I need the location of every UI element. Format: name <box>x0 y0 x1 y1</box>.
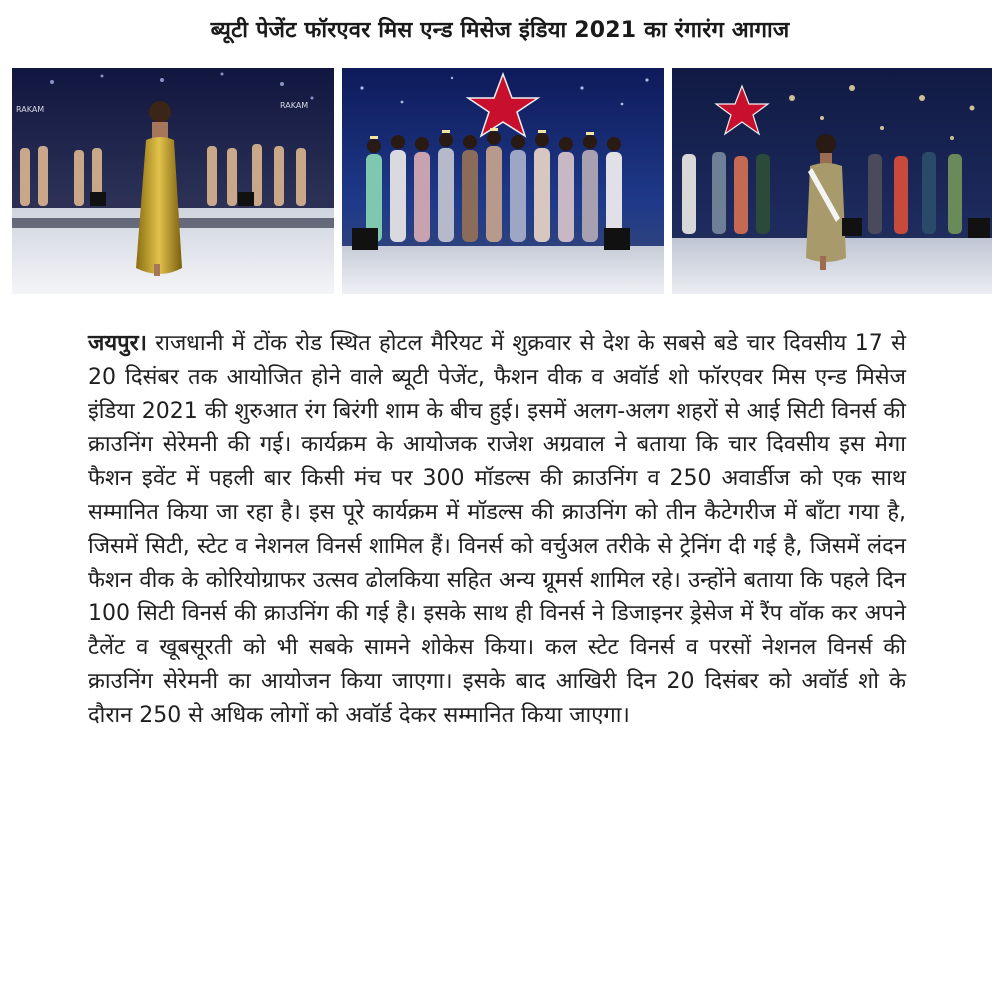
article-text: राजधानी में टोंक रोड स्थित होटल मैरियट में शुक्रवार से देश के सबसे बडे चार दिवसीय 17 से 20 दिसंबर तक आयोजित होने वाले ब्यूटी पेजेंट, फैशन वीक व अवॉर्ड शो फॉरएवर मिस एन्ड मिसेज इंडिया 2021 की शुरुआत रंग बिरंगी शाम के बीच हुई। इसमें अलग-अलग शहरों से आई सिटी विनर्स की क्राउनिंग सेरेमनी की गई। कार्यक्रम के आयोजक राजेश अग्रवाल ने बताया कि चार दिवसीय इस मेगा फैशन इवेंट में पहली बार किसी मंच पर 300 मॉडल्स की क्राउनिंग व 250 अवार्डीज को एक साथ सम्मानित किया जा रहा है। इस पूरे कार्यक्रम में मॉडल्स की क्राउनिंग को तीन कैटेगरीज में बाँटा गया है, जिसमें सिटी, स्टेट व नेशनल विनर्स शामिल हैं। विनर्स को वर्चुअल तरीके से ट्रेनिंग दी गई है, जिसमें लंदन फैशन वीक के कोरियोग्राफर उत्सव ढोलकिया सहित अन्य ग्रूमर्स शामिल रहे। उन्होंने बताया कि पहले दिन 100 सिटी विनर्स की क्राउनिंग की गई है। इसके साथ ही विनर्स ने डिजाइनर ड्रेसेज में रैंप वॉक कर अपने टैलेंट व खूबसूरती को भी सबके सामने शोकेस किया। कल स्टेट विनर्स व परसों नेशनल विनर्स की क्राउनिंग सेरेमनी का आयोजन किया जाएगा। इसके बाद आखिरी दिन 20 दिसंबर को अवॉर्ड शो के दौरान 250 से अधिक लोगों को अवॉर्ड देकर सम्मानित किया जाएगा। <box>88 331 906 728</box>
headline: ब्यूटी पेजेंट फॉरएवर मिस एन्ड मिसेज इंडिया 2021 का रंगारंग आगाज <box>210 18 790 43</box>
photo-strip <box>0 0 1000 300</box>
backdrop-logo-right: RAKAM <box>280 101 309 110</box>
photo-runway-gold-gown <box>12 68 334 294</box>
photo-model-with-sash <box>672 68 992 294</box>
article-body <box>88 327 906 733</box>
photo-crowned-winners <box>342 68 664 294</box>
dateline: जयपुर। <box>88 331 147 356</box>
backdrop-logo-left: RAKAM <box>16 105 45 114</box>
